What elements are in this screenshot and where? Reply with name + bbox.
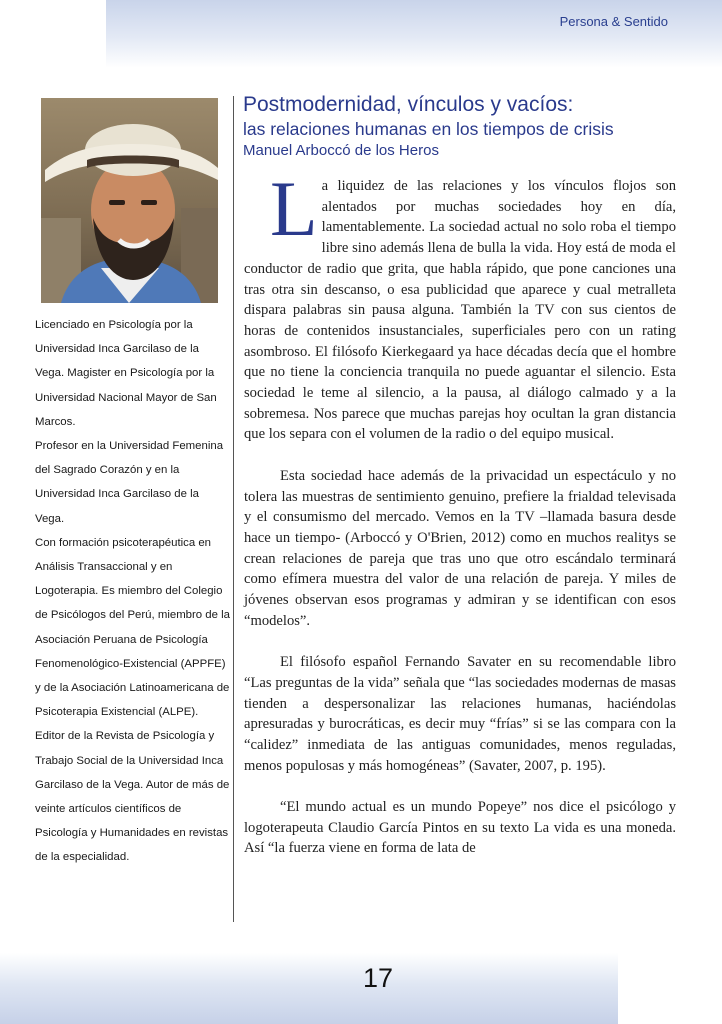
header-band (106, 0, 722, 68)
article-body (244, 165, 676, 880)
article-heading (243, 92, 683, 161)
article-paragraph (244, 165, 676, 445)
article-subtitle: las relaciones humanas en los tiempos de crisis (243, 119, 614, 139)
page-number: 17 (362, 963, 394, 993)
author-bio (35, 313, 231, 870)
journal-title: Persona & Sentido (559, 14, 668, 29)
drop-cap: L (270, 165, 318, 252)
bio-paragraph: Licenciado en Psicología por la Universidad Inca Garcilaso de la Vega. Magister en Psicología por la Universidad Nacional Mayor de San Marcos. (35, 319, 217, 428)
author-photo (41, 98, 218, 303)
article-title: Postmodernidad, vínculos y vacíos: (243, 93, 574, 116)
bio-paragraph: Con formación psicoterapéutica en Análisis Transaccional y en Logoterapia. Es miembro del Colegio de Psicólogos del Perú, miembro de la Asociación Peruana de Psicología Fenomenológico-Existencial (APPFE) y de la Asociación Latinoamericana de Psicoterapia Existencial (ALPE). (35, 536, 231, 719)
article-paragraph: Esta sociedad hace además de la privacidad un espectáculo y no tolera las muestras de sentimiento genuino, prefiere la frialdad televisada y el consumismo del mercado. Vemos en la TV –llamada basura desde hace un tiempo- (Arboccó y O'Brien, 2012) como en muchos realitys se crean relaciones de pareja que tras uno que otro escándalo terminará como efímera muestra del valor de una relación de pareja. Y miles de jóvenes observan esos programas y admiran y se identifican con esos “modelos”. (244, 467, 676, 629)
footer-band (0, 953, 618, 1024)
bio-paragraph: Editor de la Revista de Psicología y Trabajo Social de la Universidad Inca Garcilaso de la Vega. Autor de más de veinte artículos científicos de Psicología y Humanidades en revistas de la especialidad. (35, 730, 230, 864)
article-paragraph: El filósofo español Fernando Savater en su recomendable libro “Las preguntas de la vida” señala que “las sociedades modernas de masas tienden a despersonalizar las relaciones humanas, haciéndolas apresuradas y burocráticas, es decir muy “frías” si se las compara con la “calidez” inmediata de las antiguas comunidades, menos reguladas, menos populosas y más homogéneas” (Savater, 2007, p. 195). (244, 654, 676, 774)
first-paragraph-text: a liquidez de las relaciones y los vínculos flojos son alentados por muchas sociedades hoy en día, lamentablemente. La sociedad actual no solo roba el tiempo libre sino además llena de bulla la vida. Hoy está de moda el conductor de radio que grita, que habla rápido, que pone canciones una tras otra sin descanso, o esa publicidad que aparece y cual metralleta dispara palabras sin pausa alguna. También la TV con sus cientos de horas de contenidos insustanciales, superficiales pero con un rating asombroso. El filósofo Kierkegaard ya hace décadas decía que el hombre que no tiene la conciencia tranquila no puede aguantar el silencio. Esta sociedad le teme al silencio, a la pausa, al diálogo calmado y a la sobremesa. Nos parece que muchas parejas hoy ocultan la gran distancia que los separa con el volumen de la radio o del equipo musical. (244, 178, 676, 443)
article-paragraph: “El mundo actual es un mundo Popeye” nos dice el psicólogo y logoterapeuta Claudio García Pintos en su texto La vida es una moneda. Así “la fuerza viene en forma de lata de (244, 799, 676, 857)
column-divider (233, 96, 234, 922)
bio-paragraph: Profesor en la Universidad Femenina del Sagrado Corazón y en la Universidad Inca Garcilaso de la Vega. (35, 440, 224, 525)
article-author: Manuel Arboccó de los Heros (243, 142, 439, 159)
